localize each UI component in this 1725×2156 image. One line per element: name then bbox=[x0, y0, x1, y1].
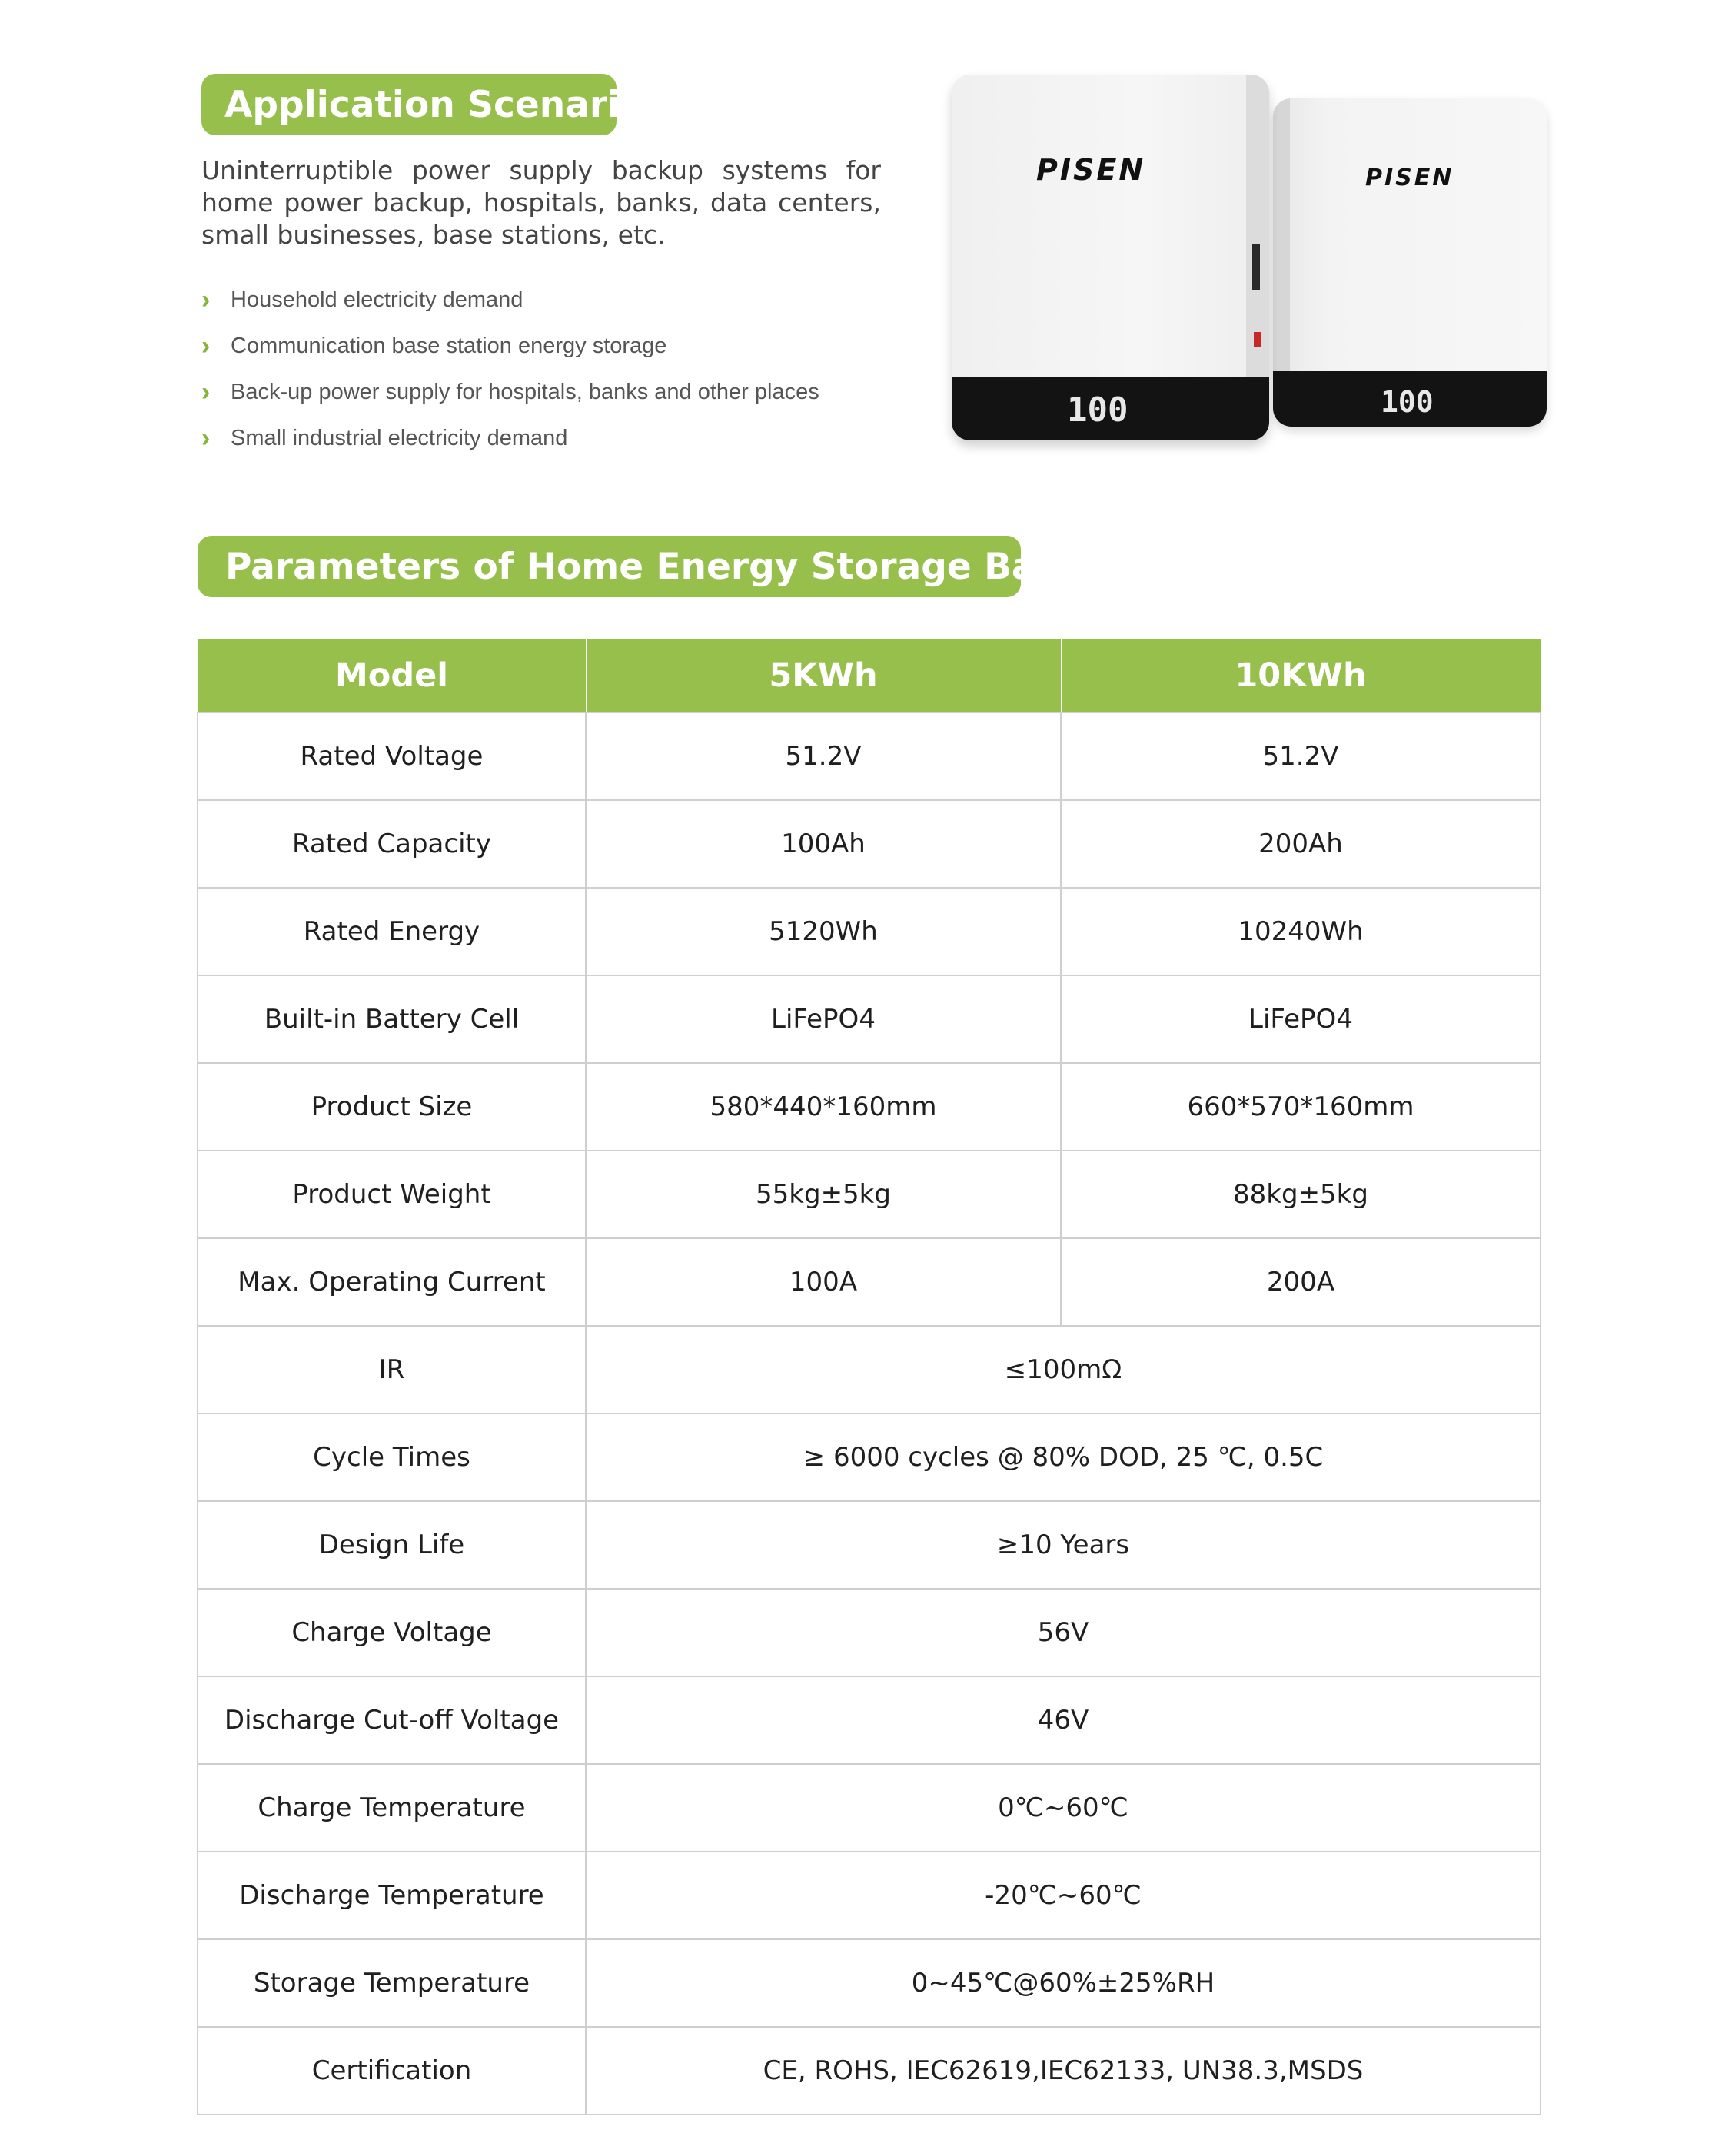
parameters-heading: Parameters of Home Energy Storage Battery bbox=[198, 536, 1021, 597]
table-row bbox=[198, 1764, 1541, 1852]
bullet-text: Back-up power supply for hospitals, banks and other places bbox=[231, 379, 819, 404]
bullet-text: Communication base station energy storage bbox=[231, 333, 667, 358]
header-model: Model bbox=[198, 639, 586, 713]
row-label: Discharge Temperature bbox=[198, 1852, 586, 1939]
table-row bbox=[198, 1501, 1541, 1589]
shared-value: 0~45℃@60%±25%RH bbox=[586, 1939, 1541, 2027]
row-label: Certification bbox=[198, 2027, 586, 2114]
battery-unit-10kwh-image bbox=[1273, 98, 1547, 427]
row-label: Charge Voltage bbox=[198, 1589, 586, 1676]
shared-value: -20℃~60℃ bbox=[586, 1852, 1541, 1939]
row-label: Product Size bbox=[198, 1063, 586, 1151]
shared-value: 46V bbox=[586, 1676, 1541, 1764]
table-row bbox=[198, 888, 1541, 975]
value-10kwh: 200Ah bbox=[1061, 800, 1541, 888]
table-row bbox=[198, 1676, 1541, 1764]
value-5kwh: 55kg±5kg bbox=[586, 1151, 1061, 1238]
value-10kwh: 88kg±5kg bbox=[1061, 1151, 1541, 1238]
row-label: Rated Voltage bbox=[198, 713, 586, 800]
value-5kwh: 580*440*160mm bbox=[586, 1063, 1061, 1151]
value-10kwh: 51.2V bbox=[1061, 713, 1541, 800]
list-item bbox=[201, 369, 819, 415]
brand-logo: PISEN bbox=[1036, 153, 1146, 187]
shared-value: 0℃~60℃ bbox=[586, 1764, 1541, 1852]
value-5kwh: 51.2V bbox=[586, 713, 1061, 800]
row-label: Built-in Battery Cell bbox=[198, 975, 586, 1063]
table-row bbox=[198, 1151, 1541, 1238]
table-header-row bbox=[198, 639, 1541, 713]
power-switch bbox=[1254, 332, 1261, 347]
table-row bbox=[198, 1414, 1541, 1501]
table-row bbox=[198, 2027, 1541, 2114]
list-item bbox=[201, 277, 819, 323]
table-row bbox=[198, 1326, 1541, 1414]
list-item bbox=[201, 323, 819, 369]
value-10kwh: 200A bbox=[1061, 1238, 1541, 1326]
table-row bbox=[198, 713, 1541, 800]
chevron-right-icon: › bbox=[201, 284, 211, 314]
table-row bbox=[198, 1589, 1541, 1676]
header-5kwh: 5KWh bbox=[586, 639, 1061, 713]
chevron-right-icon: › bbox=[201, 423, 211, 453]
display-panel bbox=[952, 377, 1269, 440]
application-scenarios-heading: Application Scenarios bbox=[201, 74, 617, 135]
value-10kwh: 10240Wh bbox=[1061, 888, 1541, 975]
table-row bbox=[198, 800, 1541, 888]
shared-value: ≤100mΩ bbox=[586, 1326, 1541, 1414]
table-row bbox=[198, 975, 1541, 1063]
bullet-text: Household electricity demand bbox=[231, 287, 523, 312]
bullet-text: Small industrial electricity demand bbox=[231, 425, 568, 450]
value-5kwh: LiFePO4 bbox=[586, 975, 1061, 1063]
header-10kwh: 10KWh bbox=[1061, 639, 1541, 713]
chevron-right-icon: › bbox=[201, 331, 211, 360]
table-row bbox=[198, 1852, 1541, 1939]
list-item bbox=[201, 415, 819, 461]
row-label: Max. Operating Current bbox=[198, 1238, 586, 1326]
value-5kwh: 100A bbox=[586, 1238, 1061, 1326]
row-label: Charge Temperature bbox=[198, 1764, 586, 1852]
lcd-readout: 100 bbox=[1381, 385, 1434, 419]
shared-value: ≥ 6000 cycles @ 80% DOD, 25 ℃, 0.5C bbox=[586, 1414, 1541, 1501]
side-port bbox=[1252, 244, 1260, 290]
shared-value: CE, ROHS, IEC62619,IEC62133, UN38.3,MSDS bbox=[586, 2027, 1541, 2114]
value-5kwh: 100Ah bbox=[586, 800, 1061, 888]
row-label: Rated Capacity bbox=[198, 800, 586, 888]
application-intro-text: Uninterruptible power supply backup systems for home power backup, hospitals, banks, data centers, small businesses, base stations, etc. bbox=[201, 155, 881, 250]
row-label: Design Life bbox=[198, 1501, 586, 1589]
lcd-readout: 100 bbox=[1067, 390, 1128, 430]
row-label: IR bbox=[198, 1326, 586, 1414]
chevron-right-icon: › bbox=[201, 377, 211, 407]
table-row bbox=[198, 1238, 1541, 1326]
display-panel bbox=[1273, 371, 1547, 427]
table-row bbox=[198, 1939, 1541, 2027]
value-10kwh: 660*570*160mm bbox=[1061, 1063, 1541, 1151]
value-5kwh: 5120Wh bbox=[586, 888, 1061, 975]
brand-logo: PISEN bbox=[1365, 164, 1454, 191]
application-bullet-list bbox=[201, 277, 819, 461]
parameters-table bbox=[197, 639, 1541, 2115]
row-label: Storage Temperature bbox=[198, 1939, 586, 2027]
row-label: Product Weight bbox=[198, 1151, 586, 1238]
row-label: Cycle Times bbox=[198, 1414, 586, 1501]
shared-value: 56V bbox=[586, 1589, 1541, 1676]
table-row bbox=[198, 1063, 1541, 1151]
value-10kwh: LiFePO4 bbox=[1061, 975, 1541, 1063]
row-label: Discharge Cut-off Voltage bbox=[198, 1676, 586, 1764]
row-label: Rated Energy bbox=[198, 888, 586, 975]
battery-unit-5kwh-image bbox=[952, 75, 1269, 440]
shared-value: ≥10 Years bbox=[586, 1501, 1541, 1589]
